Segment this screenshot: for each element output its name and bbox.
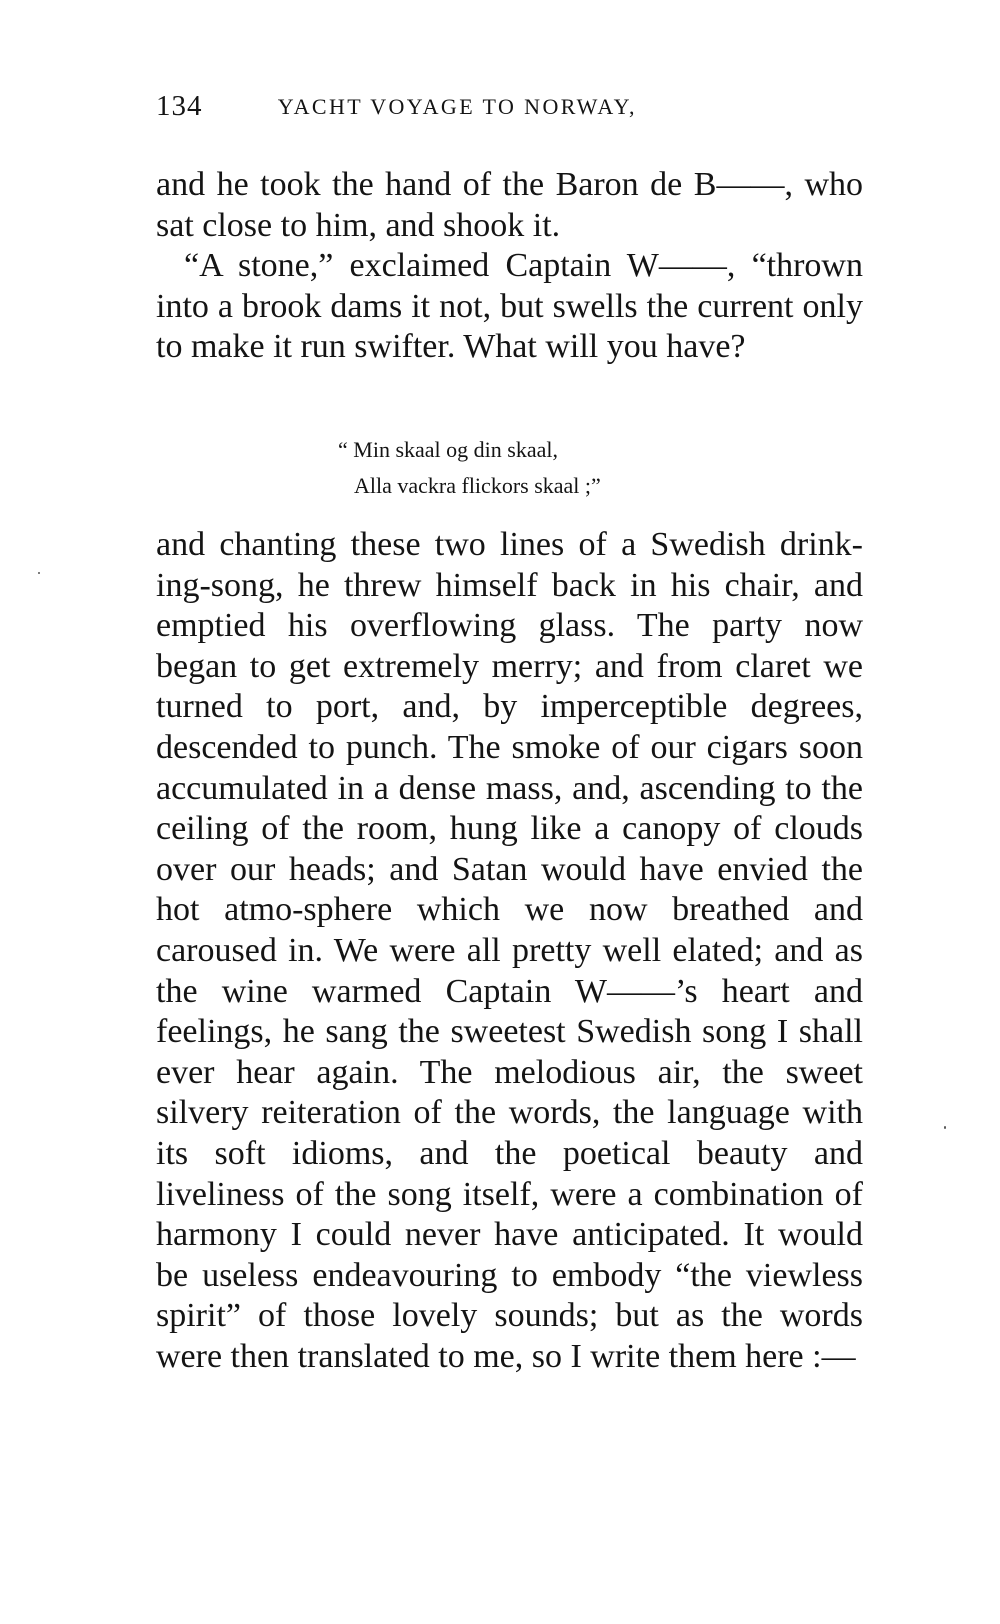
running-title: YACHT VOYAGE TO NORWAY, — [277, 94, 637, 119]
verse-quote — [338, 432, 601, 504]
verse-line: “ Min skaal og din skaal, — [338, 437, 558, 462]
print-speck — [944, 1126, 946, 1129]
verse-line: Alla vackra flickors skaal ;” — [354, 473, 601, 498]
opening-text — [156, 165, 863, 368]
print-speck — [38, 572, 40, 574]
page-number: 134 — [156, 90, 203, 122]
paragraph-captain-speech: “A stone,” exclaimed Captain W——, “thrown into a brook dams it not, but swells the current only to make it run swifter. What will you have? — [156, 247, 863, 366]
paragraph-drinking-song: and chanting these two lines of a Swedish drink-ing-song, he threw himself back in his chair, and emptied his overflowing glass. The party now began to get extremely merry; and from claret we turned to port, and, by imperceptible degrees, descended to punch. The smoke of our cigars soon accumulated in a dense mass, and, ascending to the ceiling of the room, hung like a canopy of clouds over our heads; and Satan would have envied the hot atmo-sphere which we now breathed and caroused in. We were all pretty well elated; and as the wine warmed Captain W——’s heart and feelings, he sang the sweetest Swedish song I shall ever hear again. The melodious air, the sweet silvery reiteration of the words, the language with its soft idioms, and the poetical beauty and liveliness of the song itself, were a combination of harmony I could never have anticipated. It would be useless endeavouring to embody “the viewless spirit” of those lovely sounds; but as the words were then translated to me, so I write them here :— — [156, 526, 863, 1375]
main-text — [156, 525, 863, 1377]
running-head — [156, 86, 876, 126]
paragraph-continued: and he took the hand of the Baron de B——, who sat close to him, and shook it. — [156, 166, 863, 244]
